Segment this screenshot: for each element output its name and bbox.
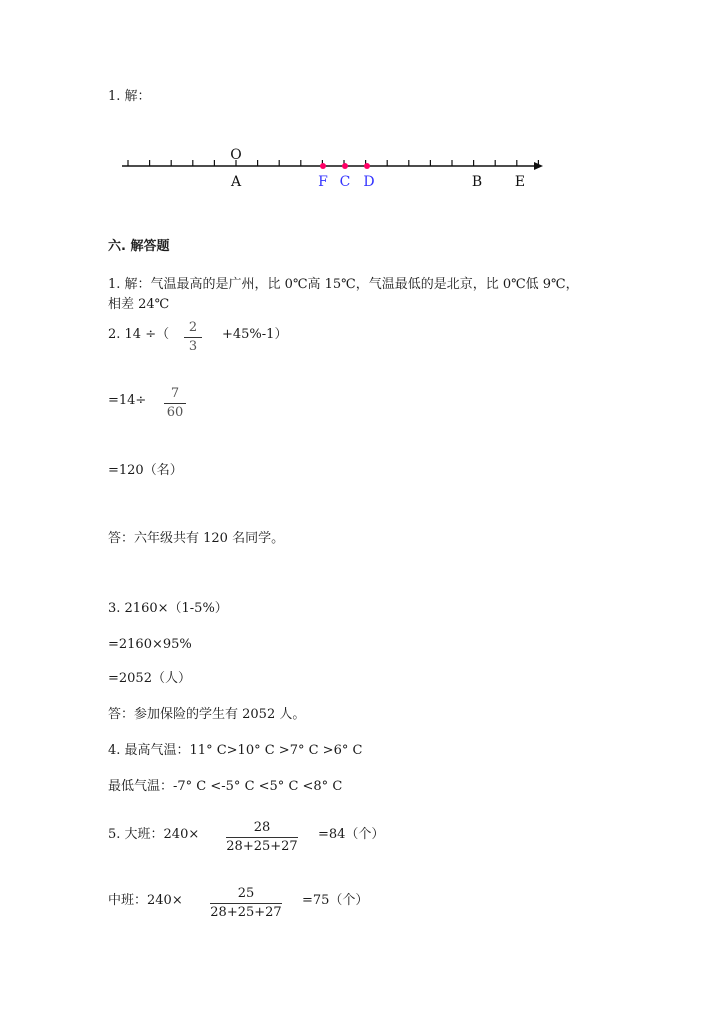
q5-line2-suffix: =75（个）	[302, 893, 369, 908]
q2-frac2-den: 60	[166, 405, 184, 420]
q4-line2: 最低气温：-7° C <-5° C <5° C <8° C	[108, 779, 343, 794]
q2-step3: =120（名）	[108, 463, 183, 478]
q5-fraction-1	[226, 820, 298, 855]
section-title: 六. 解答题	[108, 239, 170, 254]
q3-answer: 答：参加保险的学生有 2052 人。	[108, 707, 306, 722]
label-C: C	[339, 174, 351, 190]
q2-suffix: +45%-1）	[222, 327, 288, 342]
point-F-dot	[320, 163, 326, 169]
label-B: B	[471, 174, 483, 190]
q2-frac2-num: 7	[170, 386, 180, 401]
q2-fraction-1	[184, 320, 202, 355]
q2-step2-prefix: =14÷	[108, 393, 147, 408]
label-D: D	[363, 174, 375, 190]
q5-fraction-2	[210, 886, 282, 921]
q2-frac1-den: 3	[188, 339, 198, 354]
q5-line1-prefix: 5. 大班：240×	[108, 827, 200, 842]
point-C-dot	[342, 163, 348, 169]
answer-header: 1. 解：	[108, 89, 151, 104]
point-D-dot	[364, 163, 370, 169]
label-E: E	[514, 174, 526, 190]
label-F: F	[318, 174, 328, 190]
q2-fraction-2	[164, 386, 186, 421]
q1-line2: 相差 24℃	[108, 297, 170, 312]
q3-line3: =2052（人）	[108, 671, 191, 686]
label-A: A	[230, 174, 242, 190]
q5-frac2-den: 28+25+27	[210, 905, 282, 920]
q2-frac1-num: 2	[188, 320, 198, 335]
q5-line1-suffix: =84（个）	[318, 827, 385, 842]
q4-line1: 4. 最高气温：11° C>10° C >7° C >6° C	[108, 743, 363, 758]
q3-line1: 3. 2160×（1-5%）	[108, 601, 228, 616]
q2-prefix: 2. 14 ÷（	[108, 327, 170, 342]
q5-frac2-num: 25	[237, 886, 255, 901]
q2-answer: 答：六年级共有 120 名同学。	[108, 531, 285, 546]
q1-line1: 1. 解：气温最高的是广州，比 0℃高 15℃，气温最低的是北京，比 0℃低 9℃，	[108, 277, 579, 292]
number-line-ticks	[128, 160, 538, 166]
q5-line2-prefix: 中班：240×	[108, 893, 183, 908]
q3-line2: =2160×95%	[108, 637, 192, 652]
origin-label: O	[230, 147, 242, 163]
q5-frac1-num: 28	[253, 820, 271, 835]
q5-frac1-den: 28+25+27	[226, 839, 298, 854]
